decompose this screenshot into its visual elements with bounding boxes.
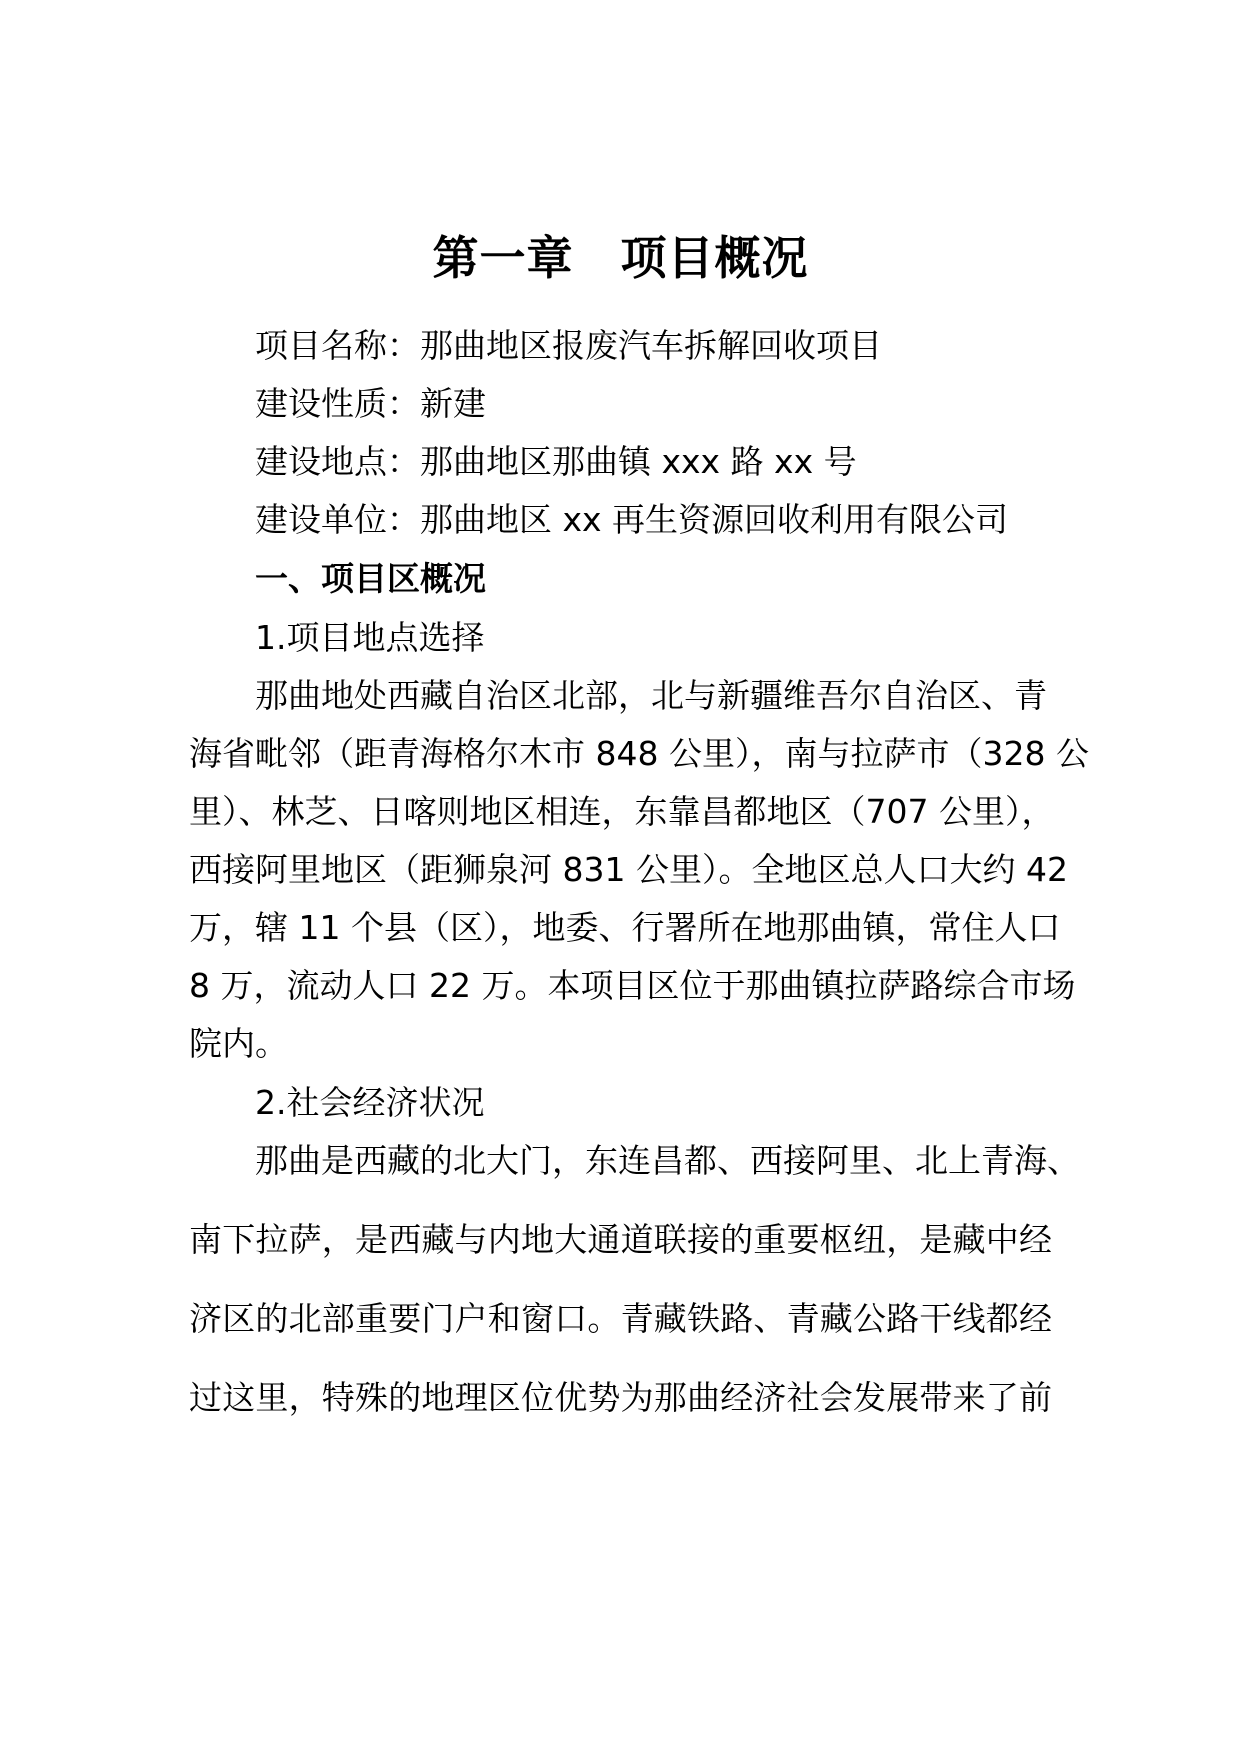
construction-nature-line: 建设性质：新建	[255, 384, 486, 423]
paragraph-line: 过这里，特殊的地理区位优势为那曲经济社会发展带来了前	[189, 1378, 1052, 1417]
paragraph-line: 那曲是西藏的北大门，东连昌都、西接阿里、北上青海、	[255, 1141, 1080, 1180]
chapter-title: 第一章 项目概况	[432, 231, 809, 285]
paragraph-line: 那曲地处西藏自治区北部，北与新疆维吾尔自治区、青	[255, 676, 1047, 715]
paragraph-line: 海省毗邻（距青海格尔木市 848 公里），南与拉萨市（328 公	[189, 734, 1089, 773]
section-heading: 一、项目区概况	[255, 559, 486, 598]
paragraph-line: 院内。	[189, 1024, 288, 1063]
paragraph-line: 西接阿里地区（距狮泉河 831 公里）。全地区总人口大约 42	[189, 850, 1068, 889]
paragraph-line: 万，辖 11 个县（区），地委、行署所在地那曲镇，常住人口	[189, 908, 1061, 947]
subsection-heading-location: 1.项目地点选择	[255, 618, 485, 657]
paragraph-line: 济区的北部重要门户和窗口。青藏铁路、青藏公路干线都经	[189, 1299, 1052, 1338]
paragraph-line: 8 万，流动人口 22 万。本项目区位于那曲镇拉萨路综合市场	[189, 966, 1076, 1005]
project-name-line: 项目名称：那曲地区报废汽车拆解回收项目	[255, 326, 882, 365]
subsection-heading-economy: 2.社会经济状况	[255, 1083, 485, 1122]
construction-unit-line: 建设单位：那曲地区 xx 再生资源回收利用有限公司	[255, 500, 1009, 539]
construction-site-line: 建设地点：那曲地区那曲镇 xxx 路 xx 号	[255, 442, 857, 481]
paragraph-line: 里）、林芝、日喀则地区相连，东靠昌都地区（707 公里），	[189, 792, 1055, 831]
paragraph-line: 南下拉萨，是西藏与内地大通道联接的重要枢纽，是藏中经	[189, 1220, 1052, 1259]
